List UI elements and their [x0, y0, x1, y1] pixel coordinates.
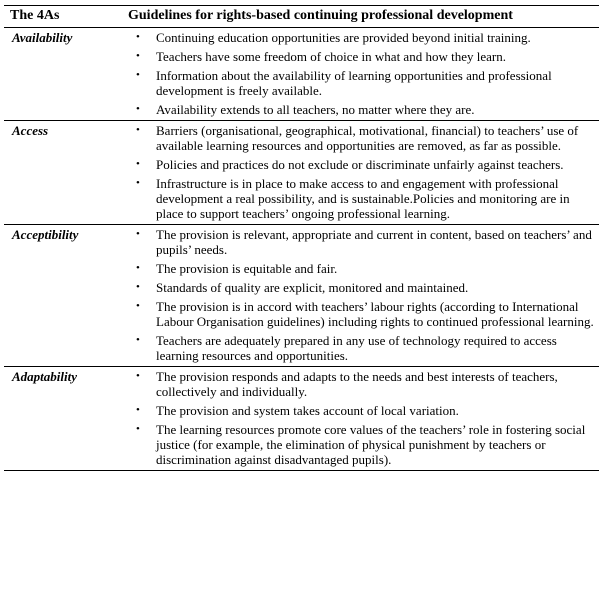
bullet-icon: • [136, 423, 140, 435]
list-item [124, 30, 599, 45]
list-item [124, 157, 599, 172]
table-row-availability [4, 28, 599, 121]
bullet-icon: • [136, 124, 140, 136]
list-item [124, 227, 599, 257]
four-as-table [4, 5, 599, 471]
list-item-text: Infrastructure is in place to make access to and engagement with professional development a real possibility, and is sustainable.Policies and monitoring are in place to support teachers’ ongoing professional learning. [156, 176, 570, 221]
list-item [124, 176, 599, 221]
guideline-list [124, 367, 599, 470]
bullet-icon: • [136, 334, 140, 346]
bullet-icon: • [136, 404, 140, 416]
criterion-availability: Availability [4, 28, 124, 121]
bullet-icon: • [136, 103, 140, 115]
list-item-text: Availability extends to all teachers, no matter where they are. [156, 102, 475, 117]
list-item-text: Teachers are adequately prepared in any use of technology required to access learning resources and opportunities. [156, 333, 557, 363]
table-row-adaptability [4, 367, 599, 471]
list-item-text: Barriers (organisational, geographical, motivational, financial) to teachers’ use of available learning resources and opportunities are removed, as far as possible. [156, 123, 579, 153]
list-item-text: The provision is equitable and fair. [156, 261, 338, 276]
list-item [124, 369, 599, 399]
guideline-list [124, 28, 599, 120]
bullet-icon: • [136, 31, 140, 43]
bullet-icon: • [136, 262, 140, 274]
table-row-acceptibility [4, 225, 599, 367]
list-item-text: Policies and practices do not exclude or discriminate unfairly against teachers. [156, 157, 564, 172]
list-item [124, 422, 599, 467]
bullet-icon: • [136, 228, 140, 240]
criterion-acceptibility: Acceptibility [4, 225, 124, 367]
criterion-adaptability: Adaptability [4, 367, 124, 471]
list-item [124, 280, 599, 295]
list-item-text: The provision responds and adapts to the needs and best interests of teachers, collectively and individually. [156, 369, 558, 399]
bullet-icon: • [136, 370, 140, 382]
header-row [4, 6, 599, 28]
table-body [4, 28, 599, 471]
bullet-icon: • [136, 158, 140, 170]
list-item [124, 102, 599, 117]
bullet-icon: • [136, 177, 140, 189]
document-page [4, 5, 599, 471]
list-item-text: The provision is relevant, appropriate and current in content, based on teachers’ and pupils’ needs. [156, 227, 592, 257]
list-item-text: Continuing education opportunities are provided beyond initial training. [156, 30, 531, 45]
guidelines-cell [124, 225, 599, 367]
list-item [124, 403, 599, 418]
list-item [124, 261, 599, 276]
header-guidelines: Guidelines for rights-based continuing professional development [124, 6, 599, 28]
list-item [124, 49, 599, 64]
criterion-access: Access [4, 121, 124, 225]
list-item [124, 68, 599, 98]
list-item [124, 333, 599, 363]
guidelines-cell [124, 121, 599, 225]
bullet-icon: • [136, 50, 140, 62]
guideline-list [124, 225, 599, 366]
list-item-text: The learning resources promote core values of the teachers’ role in fostering social justice (for example, the elimination of physical punishment by teachers or discrimination against disadvantaged pupils). [156, 422, 586, 467]
table-row-access [4, 121, 599, 225]
list-item [124, 123, 599, 153]
guidelines-cell [124, 28, 599, 121]
list-item-text: Teachers have some freedom of choice in what and how they learn. [156, 49, 506, 64]
list-item-text: The provision and system takes account of local variation. [156, 403, 459, 418]
bullet-icon: • [136, 300, 140, 312]
bullet-icon: • [136, 281, 140, 293]
guideline-list [124, 121, 599, 224]
header-4as: The 4As [4, 6, 124, 28]
list-item [124, 299, 599, 329]
list-item-text: Information about the availability of learning opportunities and professional development is freely available. [156, 68, 552, 98]
bullet-icon: • [136, 69, 140, 81]
guidelines-cell [124, 367, 599, 471]
list-item-text: Standards of quality are explicit, monitored and maintained. [156, 280, 469, 295]
list-item-text: The provision is in accord with teachers’ labour rights (according to International Labour Organisation guidelines) including rights to continued professional learning. [156, 299, 594, 329]
